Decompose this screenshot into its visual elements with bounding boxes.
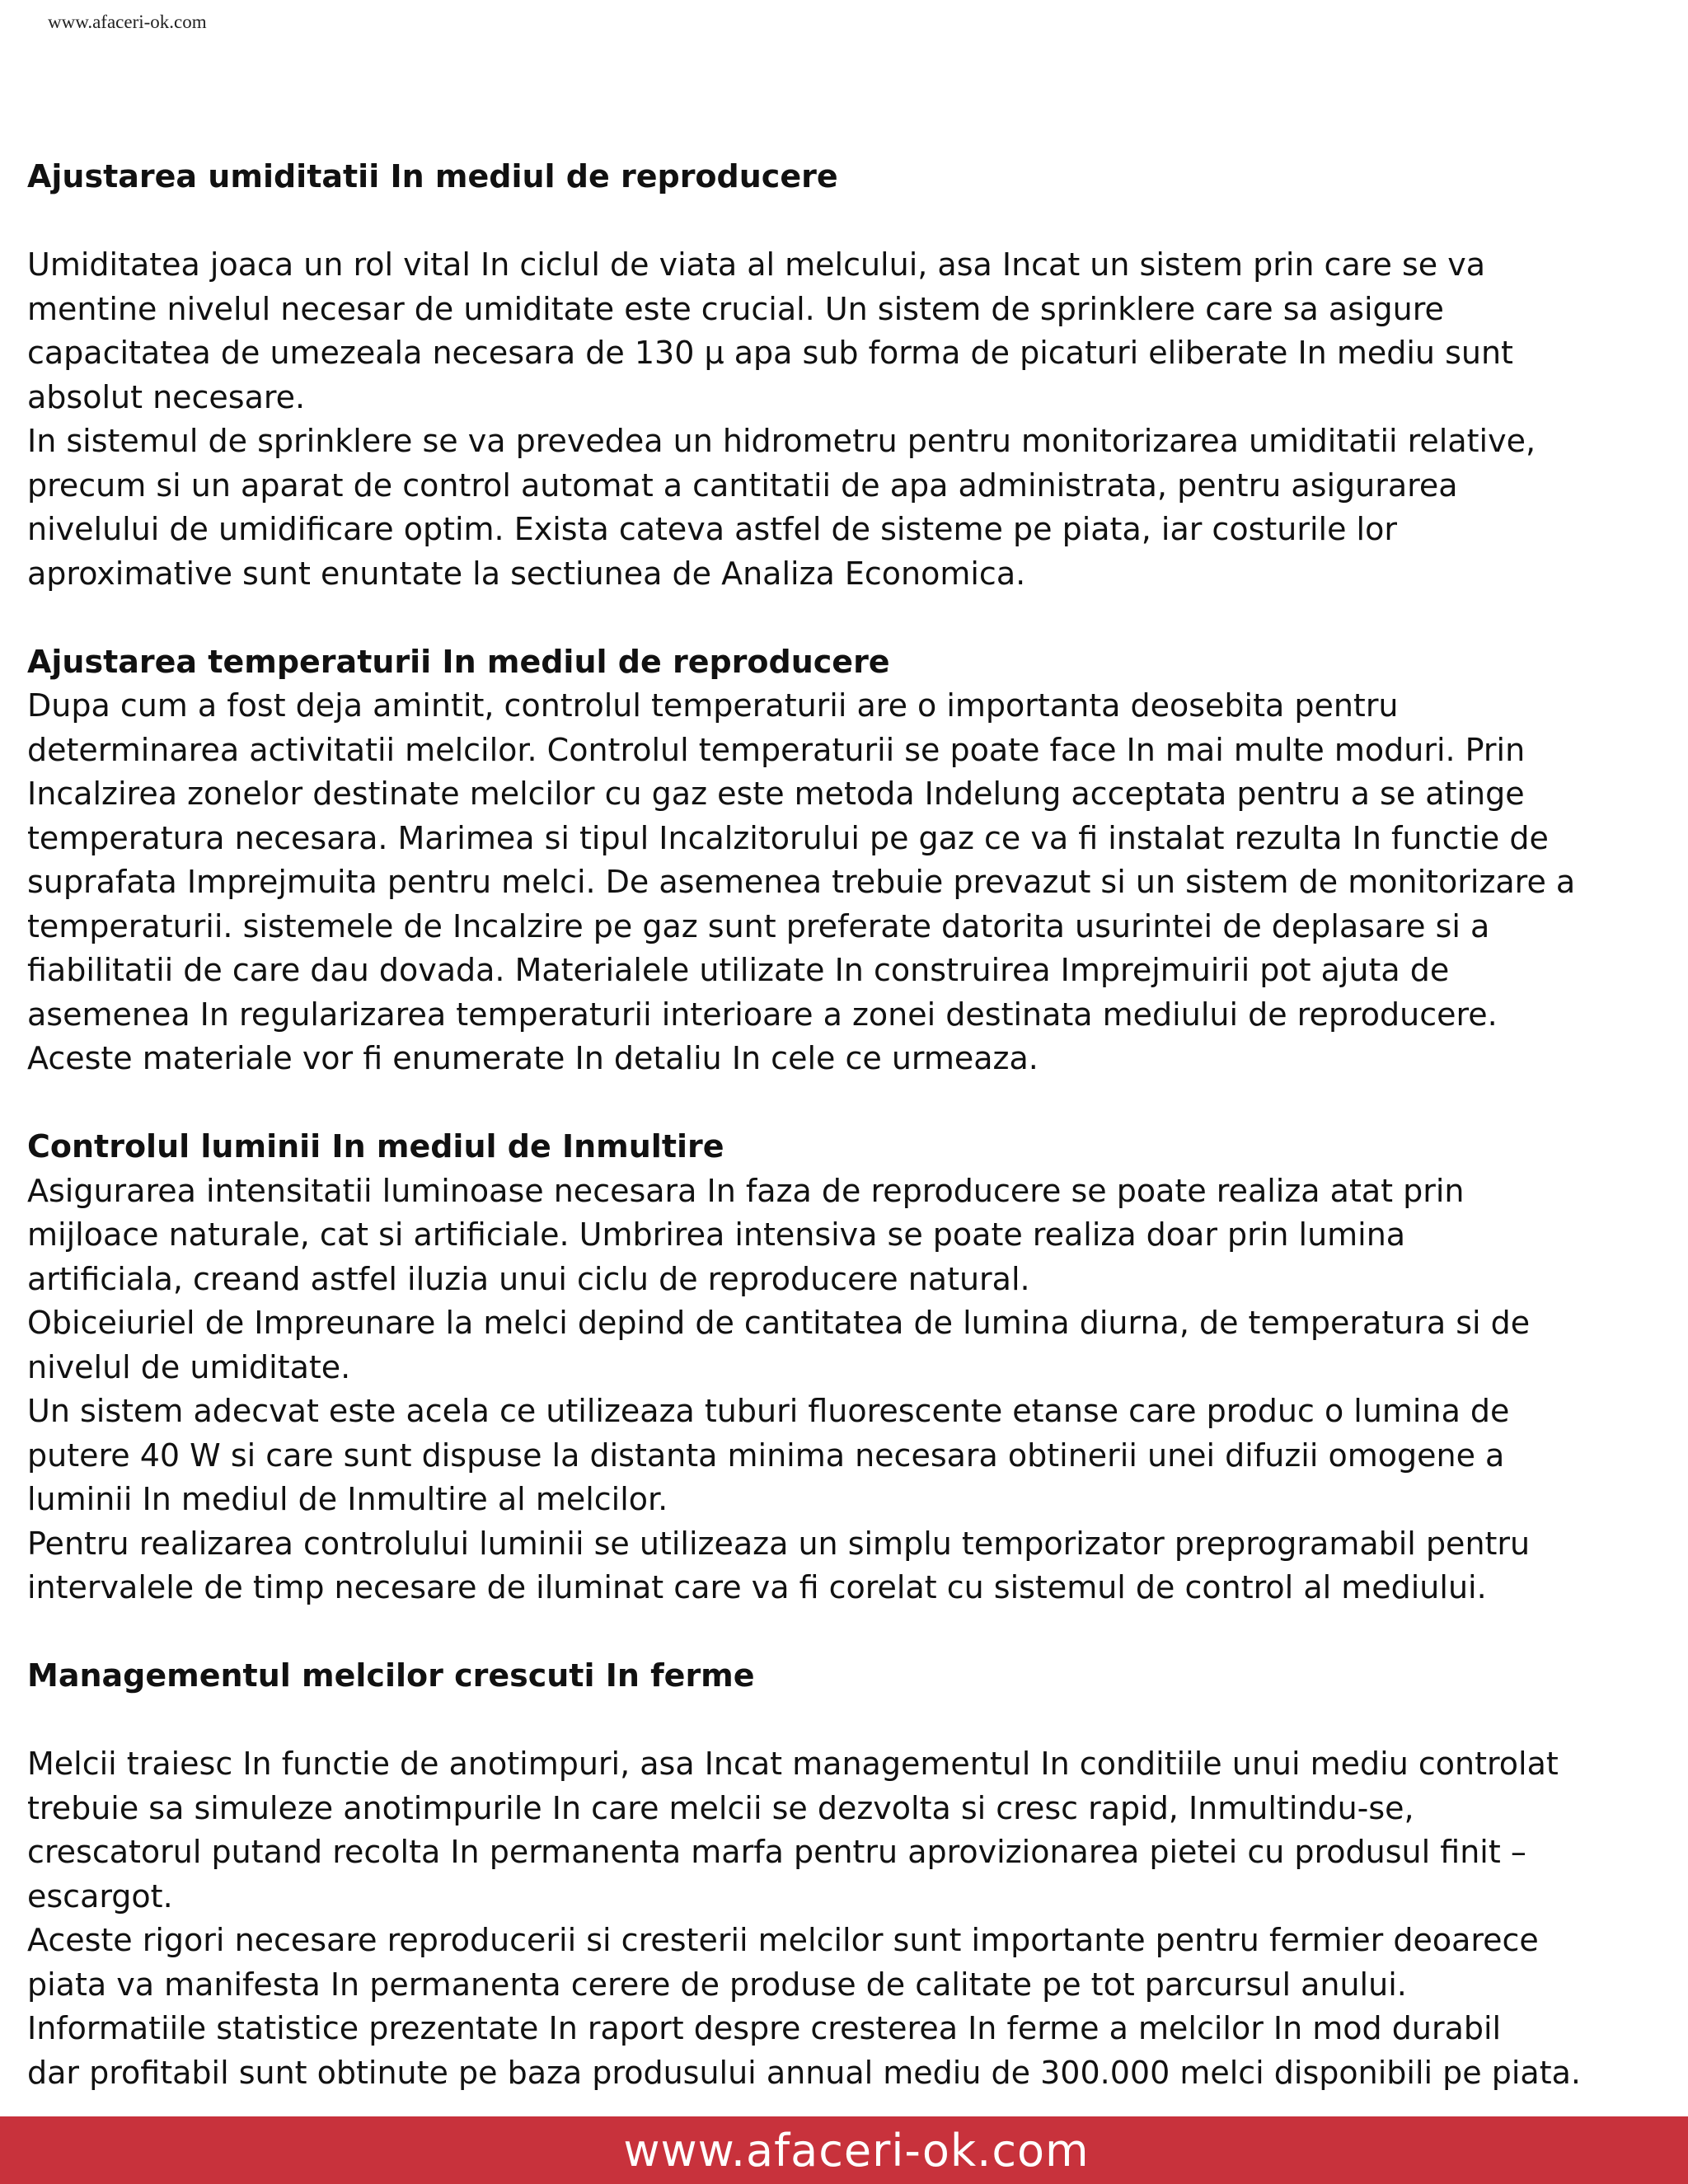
- paragraph: Asigurarea intensitatii luminoase necesara In faza de reproducere se poate realiza atat prin mijloace naturale, cat si artificiale. Umbrirea intensiva se poate realiza doar prin lumina artificiala, creand astfel iluzia unui ciclu de reproducere natural.: [27, 1172, 1465, 1297]
- spacer: [27, 1610, 1667, 1655]
- paragraph: Pentru realizarea controlului luminii se utilizeaza un simplu temporizator preprogramabil pentru intervalele de timp necesare de iluminat care va fi corelat cu sistemul de control al mediului.: [27, 1525, 1531, 1605]
- header-url[interactable]: www.afaceri-ok.com: [48, 12, 207, 32]
- paragraph: Obiceiuriel de Impreunare la melci depind de cantitatea de lumina diurna, de temperatura si de nivelul de umiditate.: [27, 1305, 1531, 1385]
- paragraph: Aceste rigori necesare reproducerii si cresterii melcilor sunt importante pentru fermier deoarece piata va manifesta In permanenta cerere de produse de calitate pe tot parcursul anului.: [27, 1922, 1539, 2003]
- paragraph: Melcii traiesc In functie de anotimpuri, asa Incat managementul In conditiile unui mediu controlat trebuie sa simuleze anotimpurile In care melcii se dezvolta si cresc rapid, Inmultindu-se, crescatorul putand recolta In permanenta marfa pentru aprovizionarea pietei cu produsul finit – escargot.: [27, 1746, 1559, 1915]
- paragraph: Informatiile statistice prezentate In raport despre cresterea In ferme a melcilor In mod durabil dar profitabil sunt obtinute pe baza produsului annual mediu de 300.000 melci disponibili pe piata.: [27, 2010, 1581, 2091]
- section-heading: Ajustarea umiditatii In mediul de reproducere: [27, 158, 838, 194]
- section-heading: Managementul melcilor crescuti In ferme: [27, 1657, 755, 1694]
- document-body: [27, 155, 1667, 2095]
- paragraph: Un sistem adecvat este acela ce utilizeaza tuburi fluorescente etanse care produc o lumina de putere 40 W si care sunt dispuse la distanta minima necesara obtinerii unei difuzii omogene a luminii In mediul de Inmultire al melcilor.: [27, 1393, 1510, 1517]
- paragraph: In sistemul de sprinklere se va prevedea un hidrometru pentru monitorizarea umiditatii relative, precum si un aparat de control automat a cantitatii de apa administrata, pentru asigurarea nivelului de umidificare optim. Exista cateva astfel de sisteme pe piata, iar costurile lor aproximative sunt enuntate la sectiunea de Analiza Economica.: [27, 423, 1536, 592]
- spacer: [27, 1081, 1667, 1126]
- paragraph: Dupa cum a fost deja amintit, controlul temperaturii are o importanta deosebita pentru determinarea activitatii melcilor. Controlul temperaturii se poate face In mai multe moduri. Prin Incalzirea zonelor destinate melcilor cu gaz este metoda Indelung acceptata pentru a se atinge temperatura necesara. Marimea si tipul Incalzitorului pe gaz ce va fi instalat rezulta In functie de suprafata Imprejmuita pentru melci. De asemenea trebuie prevazut si un sistem de monitorizare a temperaturii. sistemele de Incalzire pe gaz sunt preferate datorita usurintei de deplasare si a fiabilitatii de care dau dovada. Materialele utilizate In construirea Imprejmuirii pot ajuta de asemenea In regularizarea temperaturii interioare a zonei destinata mediului de reproducere. Aceste materiale vor fi enumerate In detaliu In cele ce urmeaza.: [27, 687, 1576, 1076]
- spacer: [27, 596, 1667, 640]
- section-heading: Ajustarea temperaturii In mediul de reproducere: [27, 643, 890, 680]
- spacer: [27, 1699, 1667, 1743]
- spacer: [27, 199, 1667, 244]
- section-heading: Controlul luminii In mediul de Inmultire: [27, 1128, 724, 1165]
- footer-banner: [0, 2116, 1688, 2184]
- footer-url[interactable]: www.afaceri-ok.com: [623, 2124, 1090, 2177]
- paragraph: Umiditatea joaca un rol vital In ciclul de viata al melcului, asa Incat un sistem prin care se va mentine nivelul necesar de umiditate este crucial. Un sistem de sprinklere care sa asigure capacitatea de umezeala necesara de 130 μ apa sub forma de picaturi eliberate In mediu sunt absolut necesare.: [27, 246, 1513, 415]
